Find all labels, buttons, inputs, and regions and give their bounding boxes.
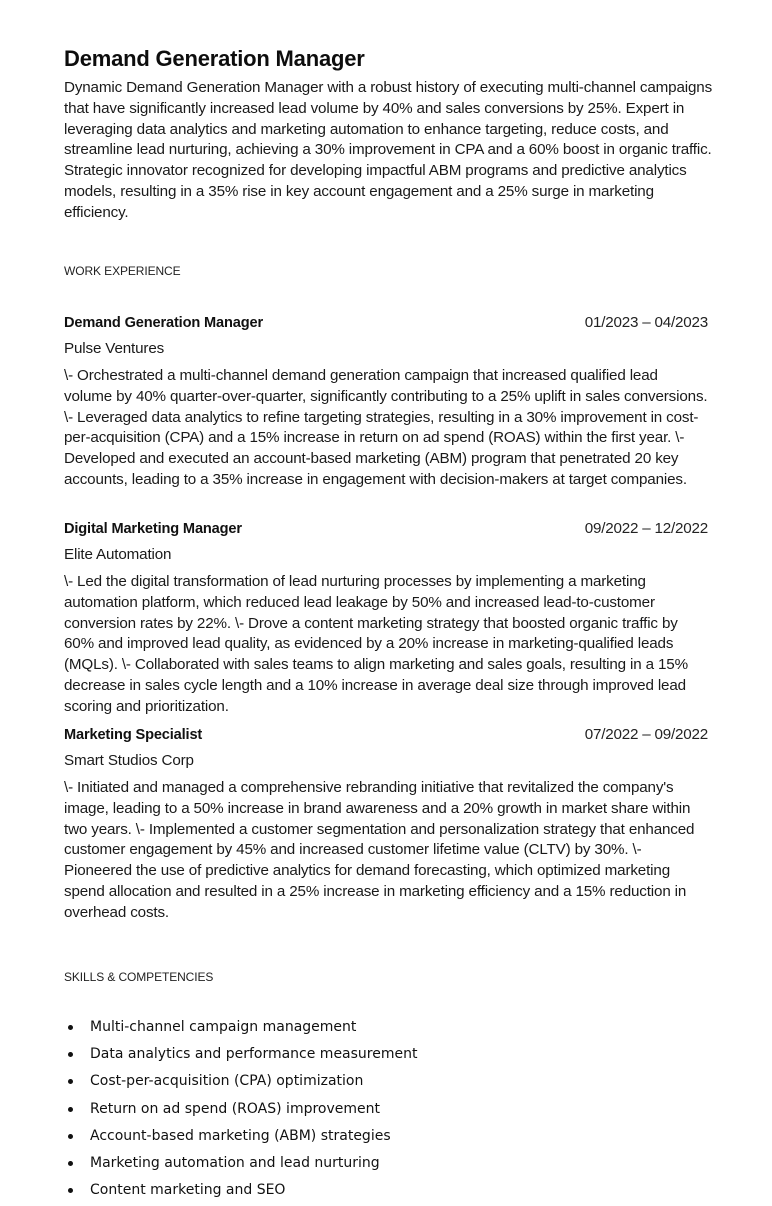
job-company: Pulse Ventures [64, 340, 165, 357]
skill-item: Data analytics and performance measurement [64, 1043, 417, 1070]
job-description: \- Led the digital transformation of lead nurturing processes by implementing a marketing automation platform, which reduced lead leakage by 50% and increased lead-to-customer conversion rates by 22%. \- Drove a content marketing strategy that boosted organic traffic by 60% and improved lead quality, as evidenced by a 20% increase in marketing-qualified leads (MQLs). \- Collaborated with sales teams to align marketing and sales goals, resulting in a 15% decrease in sales cycle length and a 10% increase in average deal size through improved lead scoring and prioritization. [64, 573, 688, 715]
bullet-icon [68, 1025, 73, 1030]
job-company: Elite Automation [64, 546, 172, 563]
skill-item: Return on ad spend (ROAS) improvement [64, 1098, 417, 1125]
bullet-icon [68, 1188, 73, 1193]
skill-item: Account-based marketing (ABM) strategies [64, 1125, 417, 1152]
job-company: Smart Studios Corp [64, 752, 194, 769]
job-dates: 09/2022 – 12/2022 [584, 520, 708, 537]
bullet-icon [68, 1161, 73, 1166]
skill-item: Content marketing and SEO [64, 1179, 417, 1206]
skill-item: Marketing automation and lead nurturing [64, 1152, 417, 1179]
skills-heading: SKILLS & COMPETENCIES [64, 970, 214, 984]
bullet-icon [68, 1134, 73, 1139]
job-description: \- Initiated and managed a comprehensive rebranding initiative that revitalized the company's image, leading to a 50% increase in brand awareness and a 20% growth in market share within two years. \- Implemented a customer segmentation and personalization strategy that enhanced customer engagement by 45% and increased customer lifetime value (CLTV) by 30%. \- Pioneered the use of predictive analytics for demand forecasting, which optimized marketing spend allocation and resulted in a 25% increase in marketing efficiency and a 15% reduction in overhead costs. [64, 779, 695, 921]
bullet-icon [68, 1107, 73, 1112]
skill-item: Multi-channel campaign management [64, 1016, 417, 1043]
job-entry [64, 314, 708, 491]
job-entry [64, 520, 708, 718]
job-title: Demand Generation Manager [64, 315, 263, 331]
skill-item: Cost-per-acquisition (CPA) optimization [64, 1070, 417, 1097]
job-title: Digital Marketing Manager [64, 521, 242, 537]
job-title: Marketing Specialist [64, 727, 203, 743]
professional-summary: Dynamic Demand Generation Manager with a robust history of executing multi-channel campaigns that have significantly increased lead volume by 40% and sales conversions by 25%. Expert in leveraging data analytics and marketing automation to enhance targeting, reduce costs, and streamline lead nurturing, achieving a 30% improvement in CPA and a 60% boost in organic traffic. Strategic innovator recognized for developing impactful ABM programs and predictive analytics models, resulting in a 35% rise in key account engagement and a 25% surge in marketing efficiency. [64, 79, 713, 221]
job-entry [64, 726, 708, 924]
work-experience-heading: WORK EXPERIENCE [64, 264, 181, 278]
bullet-icon [68, 1079, 73, 1084]
skills-list [64, 1016, 417, 1206]
job-description: \- Orchestrated a multi-channel demand generation campaign that increased qualified lead volume by 40% quarter-over-quarter, significantly contributing to a 25% uplift in sales conversions. \- Leveraged data analytics to refine targeting strategies, resulting in a 30% improvement in cost-per-acquisition (CPA) and a 15% increase in return on ad spend (ROAS) within the first year. \- Developed and executed an account-based marketing (ABM) program that penetrated 20 key accounts, leading to a 35% increase in engagement with decision-makers at target companies. [64, 367, 708, 488]
job-dates: 01/2023 – 04/2023 [584, 314, 708, 331]
bullet-icon [68, 1052, 73, 1057]
resume-headline: Demand Generation Manager [64, 46, 365, 71]
job-dates: 07/2022 – 09/2022 [584, 726, 708, 743]
